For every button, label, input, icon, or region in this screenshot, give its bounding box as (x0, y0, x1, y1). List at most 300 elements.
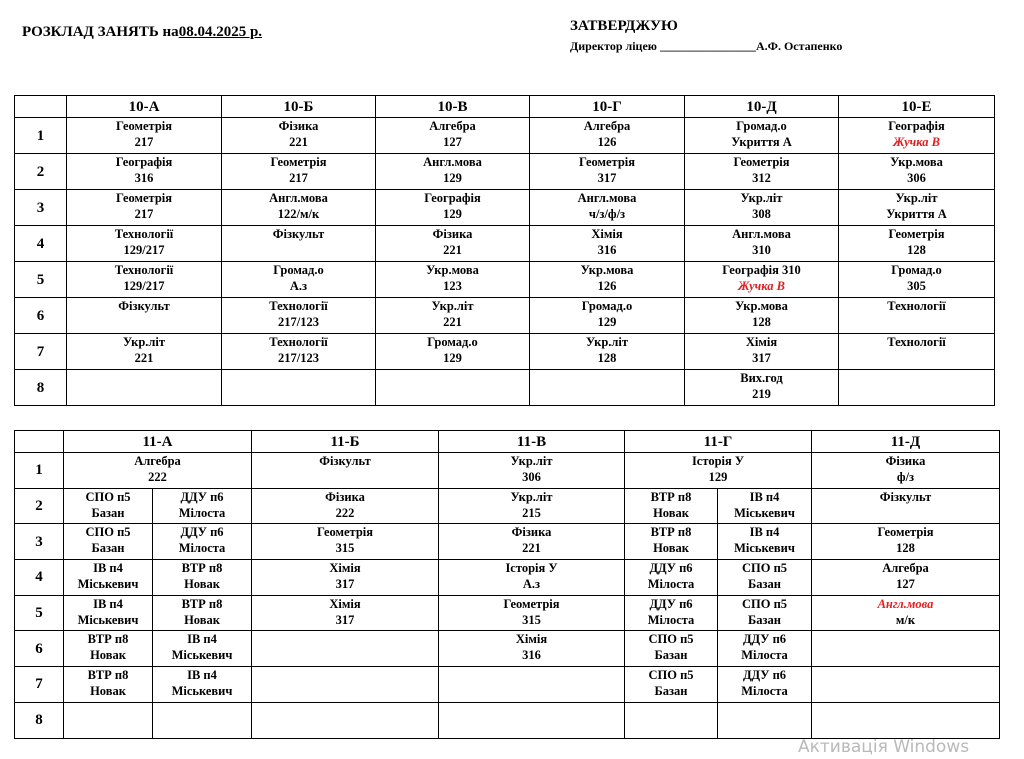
lesson-subject: Вих.год (740, 371, 783, 385)
lesson-cell (252, 667, 439, 703)
period-number: 7 (15, 334, 67, 370)
lesson-cell (685, 298, 839, 334)
lesson-cell (376, 370, 530, 406)
lesson-subject: Фізкульт (879, 489, 932, 504)
lesson-subject: Англ.мова (732, 227, 791, 241)
period-number: 8 (15, 370, 67, 406)
lesson-cell (530, 118, 685, 154)
lesson-cell (64, 453, 252, 489)
lesson-cell (222, 298, 376, 334)
lesson-room: Новак (90, 648, 126, 663)
lesson-cell (67, 370, 222, 406)
lesson-subject: Геометрія (115, 191, 173, 205)
lesson-subject: ВТР п8 (181, 596, 223, 611)
lesson-room: Новак (90, 684, 126, 699)
lesson-room: Базан (654, 684, 688, 699)
lesson-subject: СПО п5 (85, 489, 131, 504)
lesson-cell (64, 560, 153, 596)
lesson-room: 122/м/к (277, 207, 320, 221)
lesson-room: Новак (184, 612, 220, 627)
lesson-room: 315 (522, 612, 541, 627)
lesson-room: Новак (184, 577, 220, 592)
lesson-cell (376, 334, 530, 370)
lesson-subject: Фізика (278, 119, 319, 133)
lesson-cell (439, 488, 625, 524)
lesson-cell (685, 370, 839, 406)
lesson-cell (812, 453, 1000, 489)
lesson-cell (439, 667, 625, 703)
lesson-cell (64, 631, 153, 667)
lesson-room: 217/123 (278, 351, 319, 365)
lesson-room: 310 (752, 243, 771, 257)
lesson-cell (64, 488, 153, 524)
class-header-10a: 10-А (67, 96, 222, 118)
lesson-subject: Громад.о (891, 263, 942, 277)
lesson-room: 221 (443, 315, 462, 329)
lesson-cell (685, 154, 839, 190)
lesson-room: 221 (289, 135, 308, 149)
lesson-room: 129 (597, 315, 617, 329)
lesson-room: 315 (335, 541, 355, 556)
period-number: 5 (15, 595, 64, 631)
lesson-subject: Географія 310 (722, 263, 801, 277)
lesson-subject: Укр.літ (740, 191, 783, 205)
lesson-cell (812, 595, 1000, 631)
lesson-room: Мілоста (647, 577, 695, 592)
lesson-cell (812, 560, 1000, 596)
lesson-cell (718, 560, 812, 596)
lesson-subject: Громад.о (581, 299, 633, 313)
lesson-subject: Фізкульт (319, 454, 371, 468)
lesson-room: 127 (896, 577, 915, 592)
lesson-room: 128 (597, 351, 617, 365)
class-header-10d: 10-Д (685, 96, 839, 118)
table-row (15, 488, 1000, 524)
lesson-cell (252, 631, 439, 667)
lesson-subject: Укр.літ (510, 489, 553, 504)
lesson-room: Жучка В (738, 279, 785, 293)
lesson-cell (625, 488, 718, 524)
lesson-subject: Технології (114, 263, 174, 277)
lesson-cell (153, 488, 252, 524)
lesson-cell (839, 118, 995, 154)
lesson-room: 221 (134, 351, 154, 365)
period-number: 2 (15, 154, 67, 190)
lesson-room: 222 (148, 470, 167, 484)
class-header-10g: 10-Г (530, 96, 685, 118)
lesson-subject: Фізика (325, 489, 365, 504)
lesson-cell (685, 190, 839, 226)
lesson-room: 129 (443, 171, 462, 185)
lesson-cell (376, 154, 530, 190)
lesson-room: Мілоста (741, 648, 788, 663)
lesson-cell (222, 226, 376, 262)
lesson-cell (67, 334, 222, 370)
lesson-cell (839, 262, 995, 298)
table-row (15, 370, 995, 406)
lesson-cell (685, 118, 839, 154)
table-row (15, 190, 995, 226)
title-prefix: РОЗКЛАД ЗАНЯТЬ на (22, 24, 179, 40)
lesson-subject: Укр.мова (735, 299, 788, 313)
lesson-subject: Англ.мова (423, 155, 482, 169)
lesson-room: 129 (443, 207, 462, 221)
lesson-room: ч/з/ф/з (588, 207, 626, 221)
lesson-cell (439, 631, 625, 667)
lesson-room: Базан (654, 648, 688, 663)
lesson-cell (439, 453, 625, 489)
lesson-subject: Технології (114, 227, 174, 241)
class-header-11a: 11-А (64, 431, 252, 453)
approval-block (570, 18, 842, 54)
lesson-room: 128 (752, 315, 771, 329)
lesson-room: 128 (907, 243, 926, 257)
lesson-cell (67, 226, 222, 262)
lesson-room: Укриття А (731, 135, 792, 149)
lesson-room: 217 (289, 171, 308, 185)
lesson-cell (718, 488, 812, 524)
schedule-table-grade11 (14, 430, 1000, 739)
lesson-cell (839, 190, 995, 226)
lesson-subject: СПО п5 (648, 632, 694, 647)
lesson-subject: Укр.літ (585, 335, 629, 349)
lesson-cell (67, 190, 222, 226)
table-row (15, 334, 995, 370)
lesson-subject: Укр.мова (426, 263, 479, 277)
lesson-cell (64, 524, 153, 560)
table-header-row (15, 431, 1000, 453)
table-row (15, 154, 995, 190)
lesson-room: Мілоста (741, 684, 788, 699)
lesson-room: 126 (597, 279, 617, 293)
lesson-room: 128 (896, 541, 915, 556)
lesson-room: Міськевич (171, 684, 233, 699)
lesson-cell (252, 702, 439, 738)
lesson-room: Міськевич (171, 648, 233, 663)
lesson-room: Жучка В (893, 135, 940, 149)
class-header-10b: 10-Б (222, 96, 376, 118)
lesson-room: Базан (748, 612, 781, 627)
lesson-cell (530, 334, 685, 370)
period-number: 7 (15, 667, 64, 703)
lesson-subject: Геометрія (733, 155, 790, 169)
lesson-room: 126 (597, 135, 617, 149)
lesson-room: 123 (443, 279, 462, 293)
lesson-room: 129 (708, 470, 728, 484)
approval-line: Директор ліцею ________________А.Ф. Остапенко (570, 39, 843, 53)
lesson-room: Новак (653, 505, 689, 520)
period-number: 6 (15, 298, 67, 334)
lesson-room: 317 (335, 577, 355, 592)
lesson-cell (64, 702, 153, 738)
lesson-cell (530, 370, 685, 406)
lesson-cell (222, 334, 376, 370)
lesson-cell (153, 631, 252, 667)
lesson-subject: СПО п5 (648, 668, 694, 683)
period-number: 4 (15, 560, 64, 596)
lesson-subject: ВТР п8 (87, 632, 129, 647)
lesson-cell (64, 595, 153, 631)
lesson-cell (153, 524, 252, 560)
lesson-cell (530, 298, 685, 334)
lesson-subject: Укр.мова (580, 263, 634, 277)
lesson-cell (153, 595, 252, 631)
lesson-cell (439, 560, 625, 596)
lesson-cell (718, 524, 812, 560)
lesson-subject: ДДУ п6 (649, 561, 693, 576)
lesson-room: Новак (653, 541, 689, 556)
lesson-subject: Хімія (329, 596, 361, 611)
lesson-room: 317 (597, 171, 617, 185)
lesson-subject: Технології (887, 335, 946, 349)
table-row (15, 226, 995, 262)
lesson-subject: СПО п5 (741, 596, 788, 611)
lesson-subject: ІВ п4 (187, 632, 217, 647)
class-header-11g: 11-Г (625, 431, 812, 453)
lesson-room: 312 (752, 171, 771, 185)
lesson-room: 215 (522, 505, 541, 520)
lesson-cell (812, 702, 1000, 738)
lesson-cell (439, 702, 625, 738)
lesson-cell (812, 631, 1000, 667)
lesson-subject: ДДУ п6 (180, 525, 224, 540)
lesson-subject: Укр.літ (122, 335, 166, 349)
lesson-subject: Географія (115, 155, 173, 169)
lesson-room: Міськевич (77, 577, 139, 592)
lesson-subject: ДДУ п6 (742, 632, 787, 647)
lesson-room: 127 (443, 135, 462, 149)
lesson-subject: Історія У (691, 454, 745, 468)
lesson-subject: Геометрія (115, 119, 173, 133)
lesson-cell (67, 298, 222, 334)
lesson-cell (839, 334, 995, 370)
period-number: 5 (15, 262, 67, 298)
lesson-cell (530, 190, 685, 226)
lesson-room: 316 (522, 648, 541, 663)
lesson-room: 129 (443, 351, 462, 365)
lesson-room: ф/з (896, 470, 915, 484)
lesson-subject: ДДУ п6 (180, 489, 224, 504)
lesson-cell (839, 154, 995, 190)
lesson-subject: Хімія (329, 561, 361, 576)
lesson-subject: Хімія (745, 335, 778, 349)
lesson-room: Мілоста (178, 541, 226, 556)
lesson-cell (376, 190, 530, 226)
lesson-subject: Фізкульт (118, 299, 170, 313)
period-number: 8 (15, 702, 64, 738)
lesson-room: Базан (91, 541, 125, 556)
lesson-cell (530, 154, 685, 190)
lesson-cell (67, 154, 222, 190)
lesson-cell (64, 667, 153, 703)
table-row (15, 453, 1000, 489)
lesson-subject: Технології (269, 299, 328, 313)
lesson-subject: Укр.літ (895, 191, 938, 205)
lesson-room: 221 (522, 541, 541, 556)
lesson-cell (153, 702, 252, 738)
lesson-cell (718, 631, 812, 667)
lesson-cell (625, 667, 718, 703)
lesson-subject: Алгебра (882, 561, 929, 576)
lesson-room: 221 (443, 243, 462, 257)
lesson-room: 306 (907, 171, 926, 185)
lesson-room: 129/217 (123, 279, 165, 293)
lesson-cell (153, 560, 252, 596)
lesson-subject: ІВ п4 (187, 668, 217, 683)
lesson-subject: Фізика (511, 525, 552, 540)
lesson-subject: ІВ п4 (93, 596, 123, 611)
period-number: 4 (15, 226, 67, 262)
lesson-room: Міськевич (734, 505, 795, 520)
lesson-subject: Геометрія (270, 155, 327, 169)
lesson-room: Міськевич (77, 612, 139, 627)
period-number: 1 (15, 453, 64, 489)
lesson-subject: Громад.о (273, 263, 324, 277)
lesson-subject: ІВ п4 (93, 561, 123, 576)
lesson-cell (376, 118, 530, 154)
lesson-subject: Геометрія (503, 596, 560, 611)
table-row (15, 667, 1000, 703)
lesson-subject: Громад.о (427, 335, 478, 349)
schedule-title (22, 24, 262, 41)
lesson-subject: Укр.мова (890, 155, 943, 169)
class-header-10v: 10-В (376, 96, 530, 118)
schedule-table-grade10 (14, 95, 995, 406)
lesson-room: 222 (335, 505, 355, 520)
table-row (15, 631, 1000, 667)
lesson-cell (812, 488, 1000, 524)
lesson-cell (222, 190, 376, 226)
lesson-subject: Геометрія (578, 155, 636, 169)
lesson-subject: Геометрія (888, 227, 945, 241)
lesson-subject: Англ.мова (269, 191, 328, 205)
period-number: 6 (15, 631, 64, 667)
lesson-subject: Укр.літ (510, 454, 553, 468)
lesson-cell (685, 262, 839, 298)
lesson-subject: Хімія (591, 227, 623, 241)
lesson-subject: Технології (887, 299, 946, 313)
class-header-11v: 11-В (439, 431, 625, 453)
lesson-subject: Історія У (505, 561, 558, 576)
lesson-subject: ІВ п4 (749, 489, 780, 504)
lesson-subject: ВТР п8 (650, 489, 692, 504)
lesson-room: 306 (522, 470, 541, 484)
lesson-room: 219 (752, 387, 771, 401)
lesson-subject: ДДУ п6 (649, 596, 693, 611)
lesson-subject: Англ.мова (577, 191, 637, 205)
lesson-cell (222, 370, 376, 406)
lesson-cell (376, 262, 530, 298)
table-row (15, 262, 995, 298)
lesson-subject: Географія (888, 119, 945, 133)
lesson-cell (839, 370, 995, 406)
lesson-room: 217/123 (278, 315, 319, 329)
lesson-subject: СПО п5 (741, 561, 788, 576)
lesson-subject: СПО п5 (85, 525, 131, 540)
lesson-subject: Фізика (885, 454, 926, 468)
lesson-cell (718, 667, 812, 703)
lesson-cell (67, 262, 222, 298)
lesson-cell (625, 453, 812, 489)
period-number: 3 (15, 524, 64, 560)
lesson-subject: Фізика (432, 227, 473, 241)
corner-cell (15, 96, 67, 118)
lesson-cell (625, 595, 718, 631)
lesson-cell (685, 226, 839, 262)
lesson-subject: ВТР п8 (87, 668, 129, 683)
lesson-subject: Геометрія (316, 525, 374, 540)
windows-activation-watermark: Активація Windows (798, 737, 970, 757)
lesson-cell (718, 702, 812, 738)
lesson-cell (439, 524, 625, 560)
lesson-cell (625, 524, 718, 560)
table-header-row (15, 96, 995, 118)
lesson-cell (439, 595, 625, 631)
lesson-room: 308 (752, 207, 771, 221)
lesson-room: 129/217 (123, 243, 165, 257)
lesson-cell (67, 118, 222, 154)
table-row (15, 702, 1000, 738)
lesson-room: А.з (522, 577, 541, 592)
lesson-cell (252, 453, 439, 489)
period-number: 3 (15, 190, 67, 226)
lesson-cell (376, 298, 530, 334)
lesson-subject: Географія (424, 191, 481, 205)
lesson-cell (252, 560, 439, 596)
lesson-room: 217 (134, 207, 154, 221)
lesson-subject: Алгебра (583, 119, 631, 133)
lesson-cell (222, 262, 376, 298)
period-number: 1 (15, 118, 67, 154)
lesson-room: Базан (748, 577, 781, 592)
lesson-subject: Громад.о (736, 119, 787, 133)
lesson-room: 317 (335, 612, 355, 627)
class-header-11b: 11-Б (252, 431, 439, 453)
class-header-11d: 11-Д (812, 431, 1000, 453)
lesson-room: Мілоста (178, 505, 226, 520)
lesson-cell (153, 667, 252, 703)
title-date: 08.04.2025 р. (178, 24, 263, 40)
lesson-room: Міськевич (734, 541, 795, 556)
table-row (15, 118, 995, 154)
table-row (15, 595, 1000, 631)
lesson-cell (252, 488, 439, 524)
lesson-cell (252, 595, 439, 631)
lesson-cell (625, 560, 718, 596)
lesson-subject: Укр.літ (431, 299, 474, 313)
lesson-room: 316 (134, 171, 154, 185)
lesson-subject: Геометрія (877, 525, 934, 540)
lesson-room: м/к (895, 612, 916, 627)
lesson-cell (625, 631, 718, 667)
lesson-subject: ІВ п4 (749, 525, 780, 540)
lesson-cell (530, 262, 685, 298)
lesson-room: Мілоста (647, 612, 695, 627)
lesson-subject: ДДУ п6 (742, 668, 787, 683)
lesson-subject: ВТР п8 (181, 561, 223, 576)
lesson-room: 217 (134, 135, 154, 149)
lesson-cell (685, 334, 839, 370)
period-number: 2 (15, 488, 64, 524)
approval-title: ЗАТВЕРДЖУЮ (570, 18, 678, 34)
lesson-subject: ВТР п8 (650, 525, 692, 540)
table-row (15, 524, 1000, 560)
lesson-room: А.з (289, 279, 308, 293)
lesson-cell (222, 154, 376, 190)
lesson-room: 317 (752, 351, 771, 365)
lesson-room: 305 (907, 279, 926, 293)
lesson-subject: Технології (269, 335, 328, 349)
